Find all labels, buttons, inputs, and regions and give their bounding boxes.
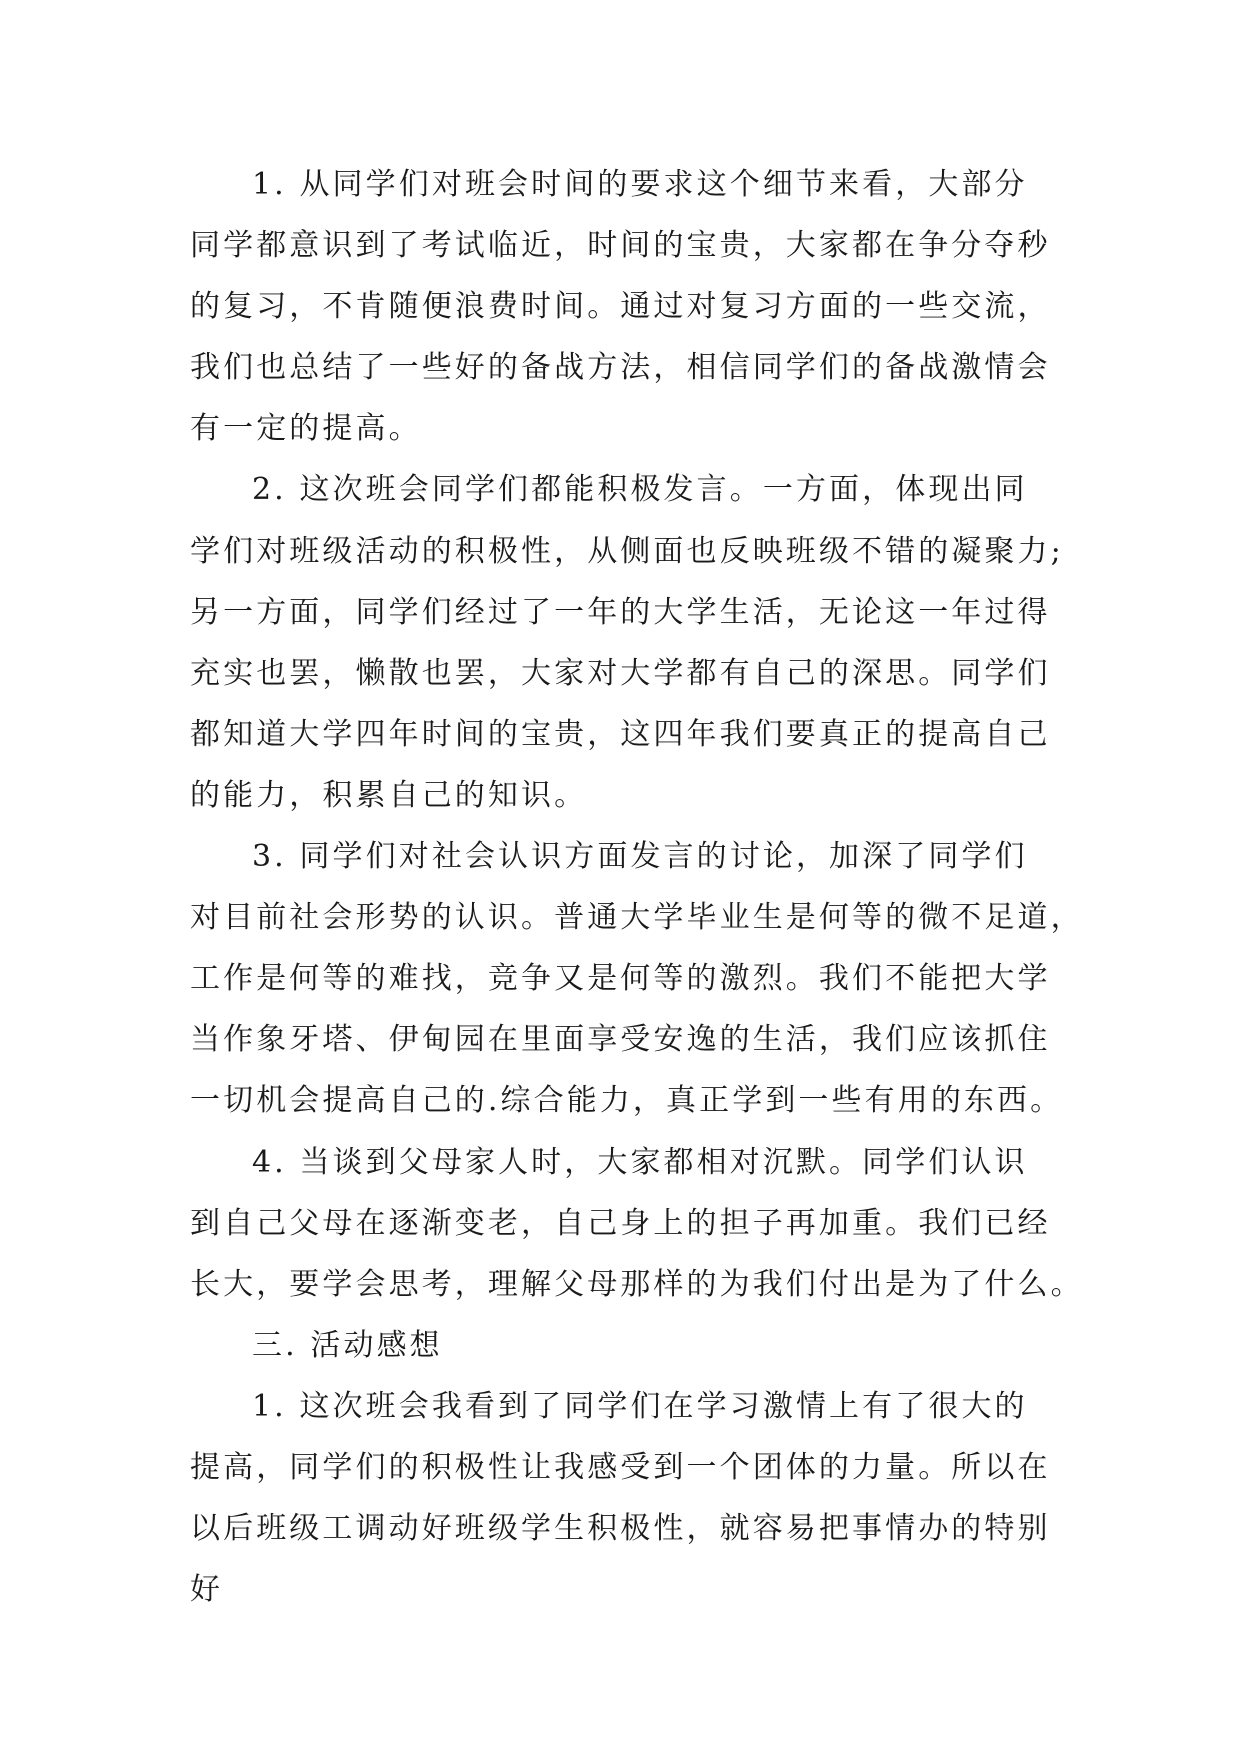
text-line: 另一方面，同学们经过了一年的大学生活，无论这一年过得 <box>190 594 1051 630</box>
text-line: 1. 从同学们对班会时间的要求这个细节来看，大部分 <box>252 167 1028 202</box>
text-line: 充实也罢，懒散也罢，大家对大学都有自己的深思。同学们 <box>190 655 1051 691</box>
text-line: 当作象牙塔、伊甸园在里面享受安逸的生活，我们应该抓住 <box>190 1022 1051 1058</box>
text-line: 同学都意识到了考试临近，时间的宝贵，大家都在争分夺秒 <box>190 228 1051 264</box>
text-line: 都知道大学四年时间的宝贵，这四年我们要真正的提高自己 <box>190 716 1051 752</box>
text-line: 以后班级工调动好班级学生积极性，就容易把事情办的特别 <box>190 1511 1051 1547</box>
text-line: 的能力，积累自己的知识。 <box>190 777 588 813</box>
text-line: 有一定的提高。 <box>190 411 422 447</box>
text-line: 到自己父母在逐渐变老，自己身上的担子再加重。我们已经 <box>190 1205 1051 1241</box>
text-line: 长大，要学会思考，理解父母那样的为我们付出是为了什么。 <box>190 1266 1084 1302</box>
text-line: 4. 当谈到父母家人时，大家都相对沉默。同学们认识 <box>252 1144 1028 1180</box>
text-line: 工作是何等的难找，竞争又是何等的激烈。我们不能把大学 <box>190 961 1051 997</box>
text-line: 好 <box>190 1572 224 1608</box>
text-line: 1. 这次班会我看到了同学们在学习激情上有了很大的 <box>252 1388 1028 1424</box>
text-line: 3. 同学们对社会认识方面发言的讨论，加深了同学们 <box>252 839 1028 875</box>
document-body <box>190 154 1084 1620</box>
text-line: 对目前社会形势的认识。普通大学毕业生是何等的微不足道， <box>190 900 1084 936</box>
text-line: 我们也总结了一些好的备战方法，相信同学们的备战激情会 <box>190 350 1051 386</box>
text-line: 三. 活动感想 <box>252 1327 443 1363</box>
text-line: 的复习，不肯随便浪费时间。通过对复习方面的一些交流， <box>190 289 1051 325</box>
text-line: 2. 这次班会同学们都能积极发言。一方面，体现出同 <box>252 472 1028 508</box>
text-line: 学们对班级活动的积极性，从侧面也反映班级不错的凝聚力; <box>190 533 1064 569</box>
text-line: 提高，同学们的积极性让我感受到一个团体的力量。所以在 <box>190 1449 1051 1485</box>
text-line: 一切机会提高自己的.综合能力，真正学到一些有用的东西。 <box>190 1083 1064 1119</box>
